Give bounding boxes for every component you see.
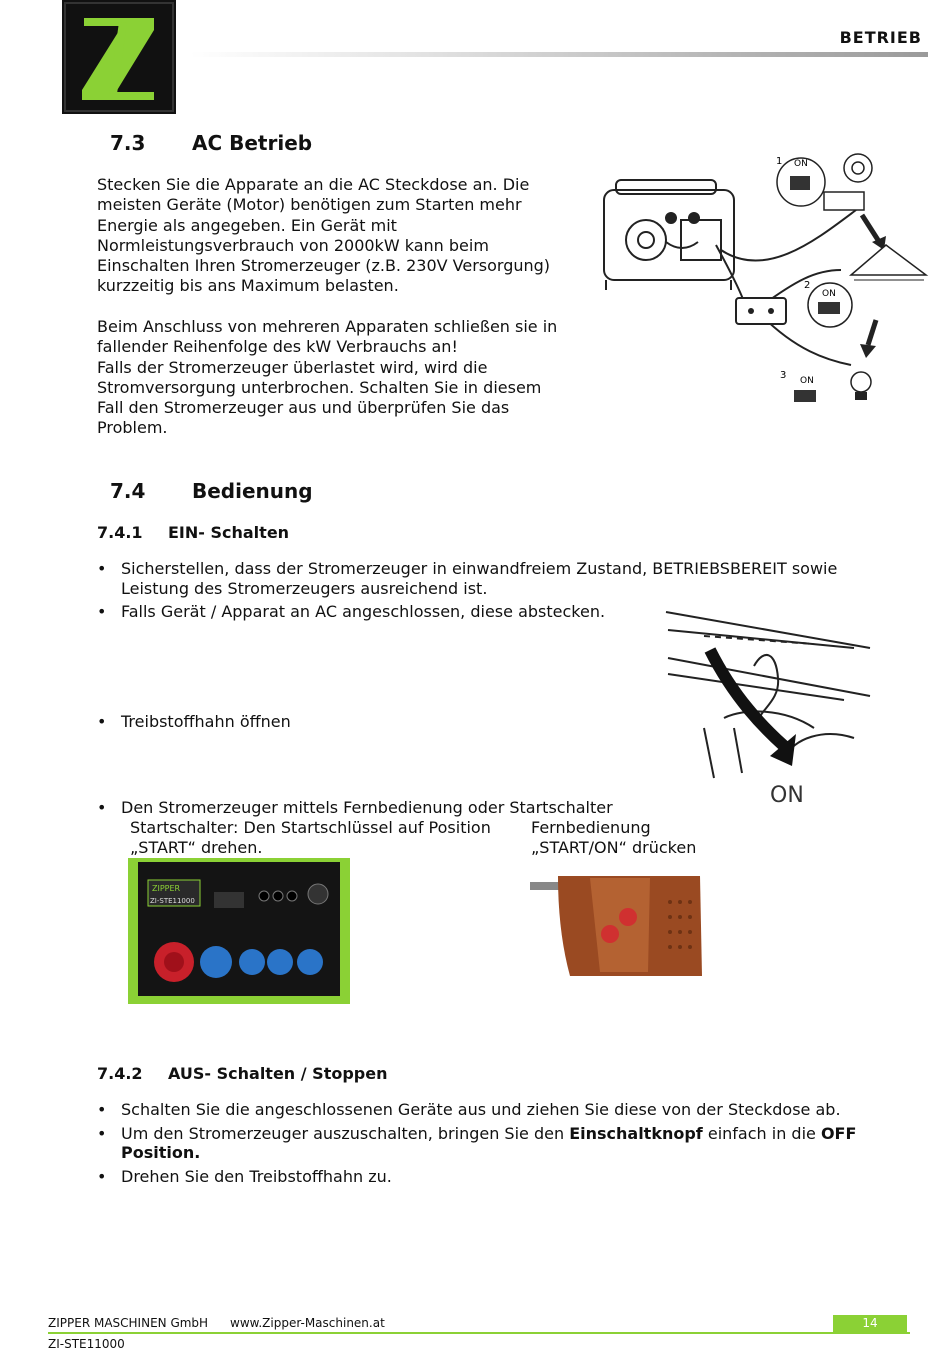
section-header-label: BETRIEB bbox=[839, 28, 922, 47]
fuel-valve-illustration bbox=[664, 608, 874, 808]
section-title: AC Betrieb bbox=[192, 131, 313, 155]
list-item: • Drehen Sie den Treibstoffhahn zu. bbox=[97, 1167, 923, 1187]
page-number: 14 bbox=[833, 1315, 907, 1332]
panel-brand-label: ZIPPER bbox=[152, 884, 181, 893]
footer-company: ZIPPER MASCHINEN GmbH bbox=[48, 1316, 209, 1330]
logo-z-icon bbox=[62, 0, 176, 114]
list-item: • Sicherstellen, dass der Stromerzeuger in einwandfreiem Zustand, BETRIEBSBEREIT sowie Leistung des Stromerzeugers ausreichend ist. bbox=[97, 559, 897, 598]
footer-website[interactable]: www.Zipper-Maschinen.at bbox=[230, 1316, 385, 1330]
step-3-label: 3 bbox=[780, 370, 787, 381]
on-label-2: ON bbox=[822, 289, 836, 299]
step-2-label: 2 bbox=[804, 280, 811, 291]
ac-connection-illustration bbox=[596, 150, 931, 420]
list-item: • Schalten Sie die angeschlossenen Geräte aus und ziehen Sie diese von der Steckdose ab. bbox=[97, 1100, 923, 1120]
on-label-3: ON bbox=[800, 376, 814, 386]
ac-paragraph-1: Stecken Sie die Apparate an die AC Steckdose an. Die meisten Geräte (Motor) benötigen zum Starten mehr Energie als angegeben. Ein Gerät mit Normleistungsverbrauch von 2000kW kann beim Einschalten Ihren Stromerzeuger (z.B. 230V Versorgung) kurzzeitig bis ans Maximum belasten. bbox=[97, 175, 551, 296]
ein-schalten-list-2 bbox=[97, 712, 597, 732]
control-panel-photo bbox=[128, 858, 350, 1004]
section-7-4-2-heading: 7.4.2 AUS- Schalten / Stoppen bbox=[97, 1064, 388, 1083]
step-1-label: 1 bbox=[776, 156, 783, 167]
section-7-3-heading bbox=[110, 131, 312, 155]
footer-divider bbox=[48, 1332, 910, 1334]
fernbedienung-caption: Fernbedienung „START/ON“ drücken bbox=[531, 818, 697, 857]
ac-paragraph-2: Beim Anschluss von mehreren Apparaten schließen sie in fallender Reihenfolge des kW Verbrauchs an! Falls der Stromerzeuger überlastet wird, wird die Stromversorgung unterbrochen. Schalten Sie in diesem Fall den Stromerzeuger aus und überprüfen Sie das Problem. bbox=[97, 317, 558, 438]
list-item: • Um den Stromerzeuger auszuschalten, bringen Sie den Einschaltknopf einfach in die OFF Position. bbox=[97, 1124, 923, 1163]
generator-drawing bbox=[604, 180, 734, 290]
valve-on-label: ON bbox=[770, 783, 804, 808]
footer-model: ZI-STE11000 bbox=[48, 1337, 125, 1351]
section-7-4-heading: 7.4 Bedienung bbox=[110, 479, 313, 503]
ein-schalten-list-3 bbox=[97, 798, 697, 818]
aus-schalten-list bbox=[97, 1100, 923, 1186]
on-label-1: ON bbox=[794, 159, 808, 169]
remote-control-photo bbox=[530, 872, 705, 980]
list-item: • Treibstoffhahn öffnen bbox=[97, 712, 597, 732]
panel-model-label: ZI-STE11000 bbox=[150, 897, 195, 905]
list-item: • Falls Gerät / Apparat an AC angeschlossen, diese abstecken. bbox=[97, 602, 897, 622]
zipper-logo bbox=[62, 0, 176, 114]
power-strip-drawing bbox=[736, 298, 786, 324]
header-divider bbox=[190, 52, 928, 57]
section-7-4-1-heading: 7.4.1 EIN- Schalten bbox=[97, 523, 290, 542]
list-item: • Den Stromerzeuger mittels Fernbedienung oder Startschalter bbox=[97, 798, 697, 818]
section-number: 7.3 bbox=[110, 131, 146, 155]
startschalter-caption: Startschalter: Den Startschlüssel auf Position „START“ drehen. bbox=[130, 818, 491, 857]
